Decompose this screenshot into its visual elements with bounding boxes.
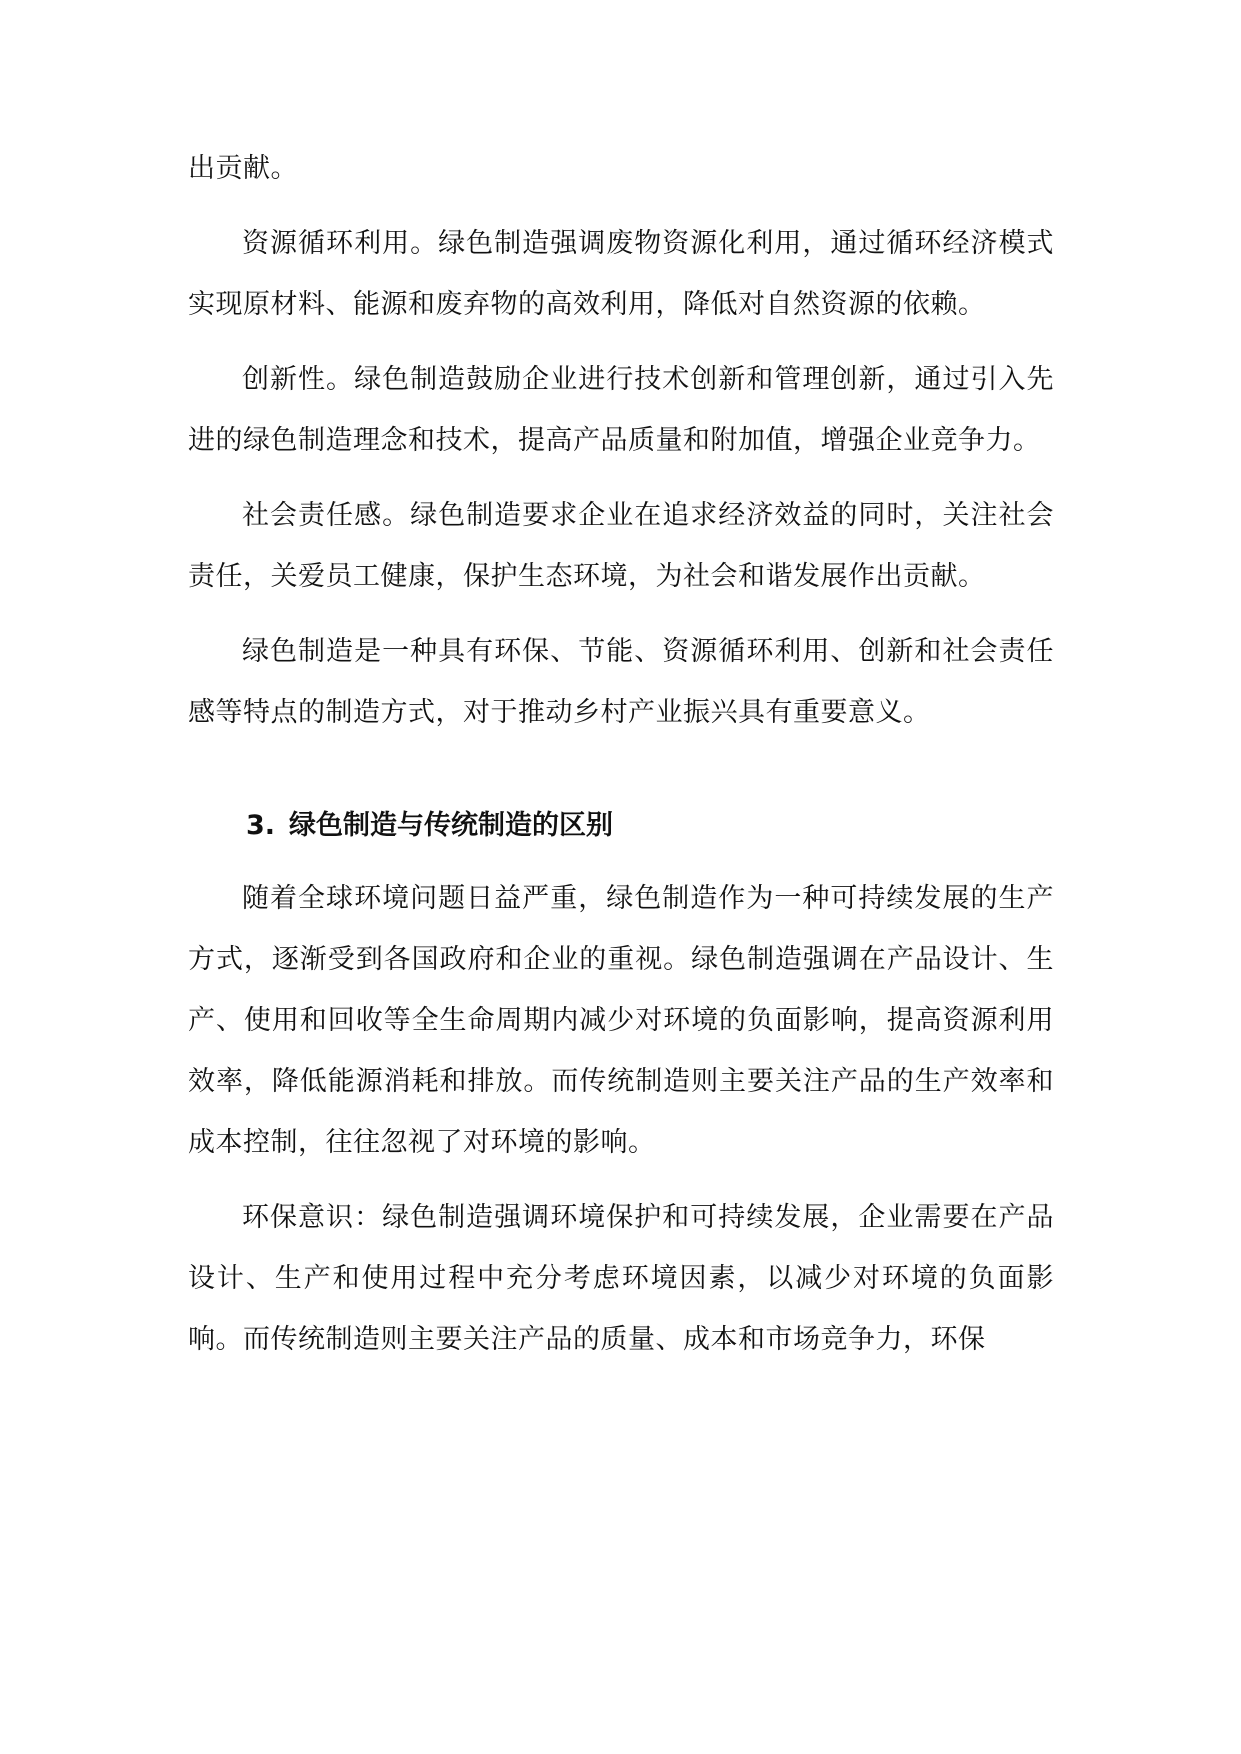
section-number: 3.: [246, 810, 276, 841]
paragraph-intro: 随着全球环境问题日益严重，绿色制造作为一种可持续发展的生产方式，逐渐受到各国政府和企业的重视。绿色制造强调在产品设计、生产、使用和回收等全生命周期内减少对环境的负面影响，提高资源利用效率，降低能源消耗和排放。而传统制造则主要关注产品的生产效率和成本控制，往往忽视了对环境的影响。: [188, 883, 1054, 1158]
paragraph-summary: 绿色制造是一种具有环保、节能、资源循环利用、创新和社会责任感等特点的制造方式，对于推动乡村产业振兴具有重要意义。: [188, 636, 1054, 728]
paragraph-social-responsibility: 社会责任感。绿色制造要求企业在追求经济效益的同时，关注社会责任，关爱员工健康，保护生态环境，为社会和谐发展作出贡献。: [188, 500, 1054, 592]
paragraph-innovation: 创新性。绿色制造鼓励企业进行技术创新和管理创新，通过引入先进的绿色制造理念和技术，提高产品质量和附加值，增强企业竞争力。: [188, 364, 1054, 456]
document-body: [188, 138, 1054, 1384]
section-title: 绿色制造与传统制造的区别: [289, 810, 614, 841]
paragraph-continuation: 出贡献。: [188, 153, 298, 184]
section-heading: [188, 795, 1054, 856]
paragraph-environmental-awareness: 环保意识：绿色制造强调环境保护和可持续发展，企业需要在产品设计、生产和使用过程中充分考虑环境因素，以减少对环境的负面影响。而传统制造则主要关注产品的质量、成本和市场竞争力，环保: [188, 1202, 1054, 1355]
paragraph-resource-recycling: 资源循环利用。绿色制造强调废物资源化利用，通过循环经济模式实现原材料、能源和废弃物的高效利用，降低对自然资源的依赖。: [188, 228, 1054, 320]
